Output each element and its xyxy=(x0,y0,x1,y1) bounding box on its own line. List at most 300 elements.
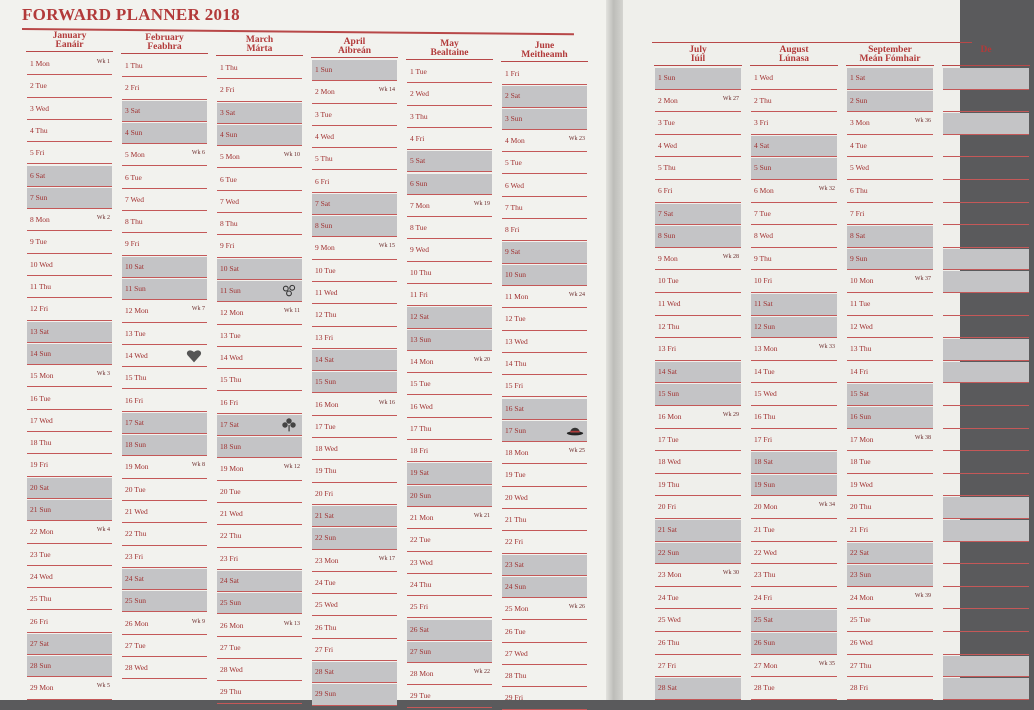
day-cell[interactable] xyxy=(751,588,837,610)
day-cell-weekend[interactable] xyxy=(407,486,492,507)
day-cell[interactable] xyxy=(502,622,587,643)
day-rule xyxy=(847,269,933,270)
day-cell[interactable] xyxy=(122,324,207,345)
day-cell[interactable] xyxy=(502,465,587,486)
day-cell[interactable] xyxy=(217,348,302,369)
day-cell-weekend[interactable] xyxy=(655,362,741,384)
day-cell-weekend[interactable] xyxy=(217,415,302,436)
day-cell[interactable] xyxy=(407,530,492,551)
day-cell[interactable] xyxy=(312,82,397,103)
day-cell[interactable] xyxy=(655,339,741,361)
day-cell-weekend[interactable] xyxy=(502,242,587,263)
day-cell-weekend[interactable] xyxy=(943,678,1029,700)
day-cell[interactable] xyxy=(407,575,492,596)
day-cell[interactable] xyxy=(502,599,587,620)
day-rule xyxy=(751,495,837,496)
day-cell[interactable] xyxy=(847,430,933,452)
day-cell[interactable] xyxy=(943,384,1029,406)
day-cell[interactable] xyxy=(943,633,1029,655)
day-cell-weekend[interactable] xyxy=(312,350,397,371)
day-cell[interactable] xyxy=(847,204,933,226)
day-cell-weekend[interactable] xyxy=(943,362,1029,384)
day-cell[interactable] xyxy=(847,610,933,632)
day-cell[interactable] xyxy=(655,407,741,429)
day-cell[interactable] xyxy=(217,58,302,79)
day-cell[interactable] xyxy=(122,502,207,523)
day-label: 14 Sat xyxy=(658,366,677,376)
day-cell-weekend[interactable] xyxy=(312,194,397,215)
day-cell[interactable] xyxy=(502,443,587,464)
day-cell[interactable] xyxy=(27,455,112,476)
day-cell[interactable] xyxy=(751,68,837,90)
day-cell-weekend[interactable] xyxy=(407,620,492,641)
day-cell[interactable] xyxy=(217,326,302,347)
day-cell[interactable] xyxy=(312,127,397,148)
day-cell[interactable] xyxy=(217,549,302,570)
day-cell-weekend[interactable] xyxy=(122,257,207,278)
day-cell[interactable] xyxy=(751,271,837,293)
hat-icon xyxy=(566,423,582,439)
day-cell-weekend[interactable] xyxy=(217,281,302,302)
day-cell[interactable] xyxy=(847,158,933,180)
day-cell[interactable] xyxy=(217,526,302,547)
day-cell[interactable] xyxy=(847,317,933,339)
day-cell[interactable] xyxy=(122,301,207,322)
day-cell[interactable] xyxy=(217,303,302,324)
day-cell[interactable] xyxy=(407,374,492,395)
day-cell[interactable] xyxy=(751,678,837,700)
day-cell[interactable] xyxy=(847,339,933,361)
day-cell[interactable] xyxy=(847,113,933,135)
day-cell-weekend[interactable] xyxy=(943,520,1029,542)
day-cell[interactable] xyxy=(407,107,492,128)
day-cell-weekend[interactable] xyxy=(122,101,207,122)
day-cell[interactable] xyxy=(27,277,112,298)
day-cell[interactable] xyxy=(27,255,112,276)
day-cell[interactable] xyxy=(655,656,741,678)
day-cell[interactable] xyxy=(312,484,397,505)
day-cell[interactable] xyxy=(27,433,112,454)
day-cell[interactable] xyxy=(502,354,587,375)
day-cell-weekend[interactable] xyxy=(27,500,112,521)
day-cell[interactable] xyxy=(655,158,741,180)
day-cell[interactable] xyxy=(312,573,397,594)
day-cell[interactable] xyxy=(217,682,302,703)
day-cell[interactable] xyxy=(655,91,741,113)
day-cell[interactable] xyxy=(27,545,112,566)
day-cell[interactable] xyxy=(502,510,587,531)
day-cell[interactable] xyxy=(943,430,1029,452)
day-cell[interactable] xyxy=(502,287,587,308)
day-cell-weekend[interactable] xyxy=(502,421,587,442)
day-cell[interactable] xyxy=(122,168,207,189)
day-cell[interactable] xyxy=(943,294,1029,316)
day-cell-weekend[interactable] xyxy=(122,279,207,300)
day-cell[interactable] xyxy=(751,543,837,565)
day-cell[interactable] xyxy=(847,181,933,203)
day-cell[interactable] xyxy=(122,212,207,233)
day-cell[interactable] xyxy=(943,565,1029,587)
day-cell[interactable] xyxy=(847,497,933,519)
day-cell[interactable] xyxy=(943,588,1029,610)
day-cell[interactable] xyxy=(27,389,112,410)
day-cell[interactable] xyxy=(122,56,207,77)
day-cell[interactable] xyxy=(847,520,933,542)
day-cell[interactable] xyxy=(943,181,1029,203)
day-cell[interactable] xyxy=(407,508,492,529)
day-cell[interactable] xyxy=(312,439,397,460)
day-cell-weekend[interactable] xyxy=(312,506,397,527)
day-cell-weekend[interactable] xyxy=(407,307,492,328)
day-cell[interactable] xyxy=(217,504,302,525)
day-cell-weekend[interactable] xyxy=(217,125,302,146)
day-cell[interactable] xyxy=(655,588,741,610)
day-cell-weekend[interactable] xyxy=(502,265,587,286)
day-cell[interactable] xyxy=(943,407,1029,429)
day-cell[interactable] xyxy=(312,461,397,482)
day-cell[interactable] xyxy=(27,210,112,231)
day-cell-weekend[interactable] xyxy=(751,475,837,497)
day-cell[interactable] xyxy=(655,430,741,452)
day-cell[interactable] xyxy=(122,547,207,568)
day-cell[interactable] xyxy=(502,532,587,553)
day-cell-weekend[interactable] xyxy=(217,437,302,458)
day-cell-weekend[interactable] xyxy=(217,259,302,280)
day-cell-weekend[interactable] xyxy=(655,678,741,700)
day-cell[interactable] xyxy=(122,145,207,166)
day-cell-weekend[interactable] xyxy=(943,497,1029,519)
day-cell[interactable] xyxy=(122,636,207,657)
day-cell[interactable] xyxy=(751,384,837,406)
day-cell[interactable] xyxy=(407,218,492,239)
day-label: 7 Wed xyxy=(220,196,240,206)
day-cell-weekend[interactable] xyxy=(655,68,741,90)
day-cell-weekend[interactable] xyxy=(502,555,587,576)
day-cell[interactable] xyxy=(943,543,1029,565)
day-cell[interactable] xyxy=(655,271,741,293)
day-cell-weekend[interactable] xyxy=(751,633,837,655)
day-cell[interactable] xyxy=(312,417,397,438)
day-cell[interactable] xyxy=(943,475,1029,497)
day-cell[interactable] xyxy=(312,618,397,639)
day-cell[interactable] xyxy=(407,597,492,618)
day-cell[interactable] xyxy=(407,62,492,83)
day-cell-weekend[interactable] xyxy=(943,113,1029,135)
day-cell[interactable] xyxy=(751,656,837,678)
day-cell[interactable] xyxy=(407,553,492,574)
day-cell[interactable] xyxy=(407,129,492,150)
day-cell[interactable] xyxy=(217,147,302,168)
day-cell[interactable] xyxy=(217,370,302,391)
day-label: 20 Fri xyxy=(315,488,334,498)
day-cell[interactable] xyxy=(751,204,837,226)
day-cell[interactable] xyxy=(502,309,587,330)
day-cell[interactable] xyxy=(502,376,587,397)
day-cell-weekend[interactable] xyxy=(751,294,837,316)
day-cell[interactable] xyxy=(502,666,587,687)
day-cell-weekend[interactable] xyxy=(27,656,112,677)
day-cell-weekend[interactable] xyxy=(655,520,741,542)
day-cell-weekend[interactable] xyxy=(27,634,112,655)
day-cell-weekend[interactable] xyxy=(407,330,492,351)
day-cell-weekend[interactable] xyxy=(122,569,207,590)
day-cell-weekend[interactable] xyxy=(27,188,112,209)
day-cell[interactable] xyxy=(943,136,1029,158)
day-label: 22 Sat xyxy=(850,547,869,557)
day-cell[interactable] xyxy=(312,551,397,572)
day-cell[interactable] xyxy=(847,362,933,384)
day-cell[interactable] xyxy=(122,658,207,679)
day-cell[interactable] xyxy=(122,614,207,635)
day-cell[interactable] xyxy=(847,656,933,678)
day-cell-weekend[interactable] xyxy=(847,68,933,90)
day-cell-weekend[interactable] xyxy=(122,123,207,144)
day-cell[interactable] xyxy=(655,249,741,271)
day-cell-weekend[interactable] xyxy=(502,399,587,420)
day-cell[interactable] xyxy=(502,153,587,174)
day-cell[interactable] xyxy=(217,214,302,235)
day-cell[interactable] xyxy=(217,616,302,637)
day-cell[interactable] xyxy=(122,480,207,501)
day-cell[interactable] xyxy=(943,204,1029,226)
day-cell[interactable] xyxy=(122,346,207,367)
day-cell[interactable] xyxy=(847,271,933,293)
day-cell[interactable] xyxy=(943,226,1029,248)
day-cell-weekend[interactable] xyxy=(502,577,587,598)
day-cell[interactable] xyxy=(312,105,397,126)
day-cell-weekend[interactable] xyxy=(943,249,1029,271)
day-cell[interactable] xyxy=(27,232,112,253)
day-rule xyxy=(502,307,587,308)
day-cell-weekend[interactable] xyxy=(847,226,933,248)
day-cell[interactable] xyxy=(407,84,492,105)
day-cell[interactable] xyxy=(502,131,587,152)
day-rule xyxy=(751,247,837,248)
day-cell-weekend[interactable] xyxy=(312,684,397,705)
day-cell-weekend[interactable] xyxy=(655,226,741,248)
day-cell[interactable] xyxy=(502,176,587,197)
day-cell-weekend[interactable] xyxy=(312,372,397,393)
day-cell[interactable] xyxy=(751,362,837,384)
day-cell[interactable] xyxy=(122,457,207,478)
day-cell[interactable] xyxy=(751,339,837,361)
day-cell-weekend[interactable] xyxy=(943,68,1029,90)
day-cell[interactable] xyxy=(655,181,741,203)
day-cell[interactable] xyxy=(312,328,397,349)
day-label: 26 Thu xyxy=(658,638,680,647)
day-cell-weekend[interactable] xyxy=(407,463,492,484)
day-cell[interactable] xyxy=(751,520,837,542)
day-cell[interactable] xyxy=(502,198,587,219)
day-cell[interactable] xyxy=(407,397,492,418)
day-cell[interactable] xyxy=(751,565,837,587)
day-cell[interactable] xyxy=(27,143,112,164)
day-cell[interactable] xyxy=(751,113,837,135)
day-cell[interactable] xyxy=(27,99,112,120)
day-cell[interactable] xyxy=(407,196,492,217)
day-cell[interactable] xyxy=(751,430,837,452)
day-cell[interactable] xyxy=(312,595,397,616)
day-cell[interactable] xyxy=(217,482,302,503)
day-cell-weekend[interactable] xyxy=(122,435,207,456)
day-cell[interactable] xyxy=(751,91,837,113)
day-cell[interactable] xyxy=(312,261,397,282)
day-cell[interactable] xyxy=(407,441,492,462)
day-cell-weekend[interactable] xyxy=(312,662,397,683)
day-cell-weekend[interactable] xyxy=(502,109,587,130)
day-cell-weekend[interactable] xyxy=(751,317,837,339)
day-cell[interactable] xyxy=(655,565,741,587)
day-cell-weekend[interactable] xyxy=(27,166,112,187)
day-cell[interactable] xyxy=(122,78,207,99)
day-cell[interactable] xyxy=(502,644,587,665)
day-cell[interactable] xyxy=(122,391,207,412)
day-cell[interactable] xyxy=(27,678,112,699)
day-label: 18 Sat xyxy=(754,457,773,467)
day-rule xyxy=(407,82,492,83)
day-cell-weekend[interactable] xyxy=(847,565,933,587)
day-cell[interactable] xyxy=(655,317,741,339)
day-cell[interactable] xyxy=(217,236,302,257)
day-cell[interactable] xyxy=(655,294,741,316)
day-cell-weekend[interactable] xyxy=(407,151,492,172)
day-cell[interactable] xyxy=(407,419,492,440)
day-cell[interactable] xyxy=(27,54,112,75)
day-cell-weekend[interactable] xyxy=(27,478,112,499)
day-cell[interactable] xyxy=(943,610,1029,632)
day-cell-weekend[interactable] xyxy=(27,344,112,365)
day-cell[interactable] xyxy=(312,395,397,416)
day-cell[interactable] xyxy=(217,393,302,414)
day-cell[interactable] xyxy=(312,640,397,661)
day-cell[interactable] xyxy=(502,64,587,85)
day-cell[interactable] xyxy=(655,452,741,474)
day-cell-weekend[interactable] xyxy=(217,593,302,614)
day-cell[interactable] xyxy=(655,497,741,519)
day-cell[interactable] xyxy=(943,452,1029,474)
day-cell[interactable] xyxy=(407,285,492,306)
day-cell[interactable] xyxy=(751,407,837,429)
day-cell[interactable] xyxy=(27,589,112,610)
day-cell[interactable] xyxy=(27,567,112,588)
day-cell[interactable] xyxy=(27,76,112,97)
day-cell[interactable] xyxy=(217,638,302,659)
day-cell[interactable] xyxy=(407,352,492,373)
day-cell[interactable] xyxy=(502,688,587,709)
day-cell[interactable] xyxy=(847,588,933,610)
day-cell[interactable] xyxy=(847,633,933,655)
day-cell[interactable] xyxy=(751,249,837,271)
day-cell-weekend[interactable] xyxy=(847,91,933,113)
day-cell-weekend[interactable] xyxy=(312,60,397,81)
day-cell-weekend[interactable] xyxy=(847,249,933,271)
day-cell-weekend[interactable] xyxy=(312,216,397,237)
day-cell-weekend[interactable] xyxy=(655,384,741,406)
day-cell[interactable] xyxy=(502,332,587,353)
day-cell[interactable] xyxy=(407,263,492,284)
day-cell[interactable] xyxy=(943,91,1029,113)
day-cell[interactable] xyxy=(655,610,741,632)
day-cell[interactable] xyxy=(312,172,397,193)
day-cell-weekend[interactable] xyxy=(847,543,933,565)
day-rule xyxy=(655,89,741,90)
day-cell[interactable] xyxy=(655,113,741,135)
day-cell-weekend[interactable] xyxy=(407,174,492,195)
day-cell[interactable] xyxy=(217,459,302,480)
day-cell[interactable] xyxy=(27,522,112,543)
day-cell[interactable] xyxy=(847,678,933,700)
day-cell[interactable] xyxy=(217,660,302,681)
day-cell-weekend[interactable] xyxy=(847,384,933,406)
day-cell[interactable] xyxy=(217,170,302,191)
day-cell[interactable] xyxy=(847,136,933,158)
day-cell[interactable] xyxy=(312,149,397,170)
day-cell-weekend[interactable] xyxy=(751,136,837,158)
day-cell[interactable] xyxy=(122,190,207,211)
day-cell[interactable] xyxy=(217,80,302,101)
day-cell[interactable] xyxy=(27,299,112,320)
day-cell[interactable] xyxy=(751,497,837,519)
day-cell[interactable] xyxy=(407,686,492,707)
day-cell[interactable] xyxy=(751,226,837,248)
day-cell-weekend[interactable] xyxy=(122,413,207,434)
day-cell[interactable] xyxy=(655,475,741,497)
day-cell[interactable] xyxy=(751,181,837,203)
day-cell-weekend[interactable] xyxy=(655,543,741,565)
day-cell[interactable] xyxy=(122,524,207,545)
day-cell[interactable] xyxy=(407,664,492,685)
day-cell-weekend[interactable] xyxy=(943,339,1029,361)
day-cell[interactable] xyxy=(312,283,397,304)
day-cell-weekend[interactable] xyxy=(751,610,837,632)
day-cell-weekend[interactable] xyxy=(751,452,837,474)
day-cell-weekend[interactable] xyxy=(122,591,207,612)
day-cell-weekend[interactable] xyxy=(943,656,1029,678)
day-cell[interactable] xyxy=(312,305,397,326)
day-cell-weekend[interactable] xyxy=(847,407,933,429)
right-page xyxy=(623,0,992,700)
day-cell[interactable] xyxy=(122,234,207,255)
day-cell-weekend[interactable] xyxy=(943,271,1029,293)
day-cell[interactable] xyxy=(407,240,492,261)
day-cell[interactable] xyxy=(655,633,741,655)
day-cell[interactable] xyxy=(27,366,112,387)
day-cell-weekend[interactable] xyxy=(407,642,492,663)
day-cell[interactable] xyxy=(655,136,741,158)
day-cell-weekend[interactable] xyxy=(312,528,397,549)
day-cell-weekend[interactable] xyxy=(751,158,837,180)
day-cell[interactable] xyxy=(943,158,1029,180)
day-cell-weekend[interactable] xyxy=(217,103,302,124)
day-cell[interactable] xyxy=(502,488,587,509)
day-cell-weekend[interactable] xyxy=(27,322,112,343)
day-cell-weekend[interactable] xyxy=(502,86,587,107)
day-cell[interactable] xyxy=(847,452,933,474)
day-cell[interactable] xyxy=(502,220,587,241)
day-cell[interactable] xyxy=(847,294,933,316)
day-cell[interactable] xyxy=(27,121,112,142)
day-cell[interactable] xyxy=(943,317,1029,339)
day-label: 23 Wed xyxy=(410,557,433,567)
day-cell[interactable] xyxy=(27,411,112,432)
day-cell[interactable] xyxy=(312,238,397,259)
day-cell[interactable] xyxy=(217,192,302,213)
day-cell-weekend[interactable] xyxy=(217,571,302,592)
day-cell[interactable] xyxy=(847,475,933,497)
day-cell[interactable] xyxy=(122,368,207,389)
day-cell[interactable] xyxy=(27,612,112,633)
day-cell-weekend[interactable] xyxy=(655,204,741,226)
